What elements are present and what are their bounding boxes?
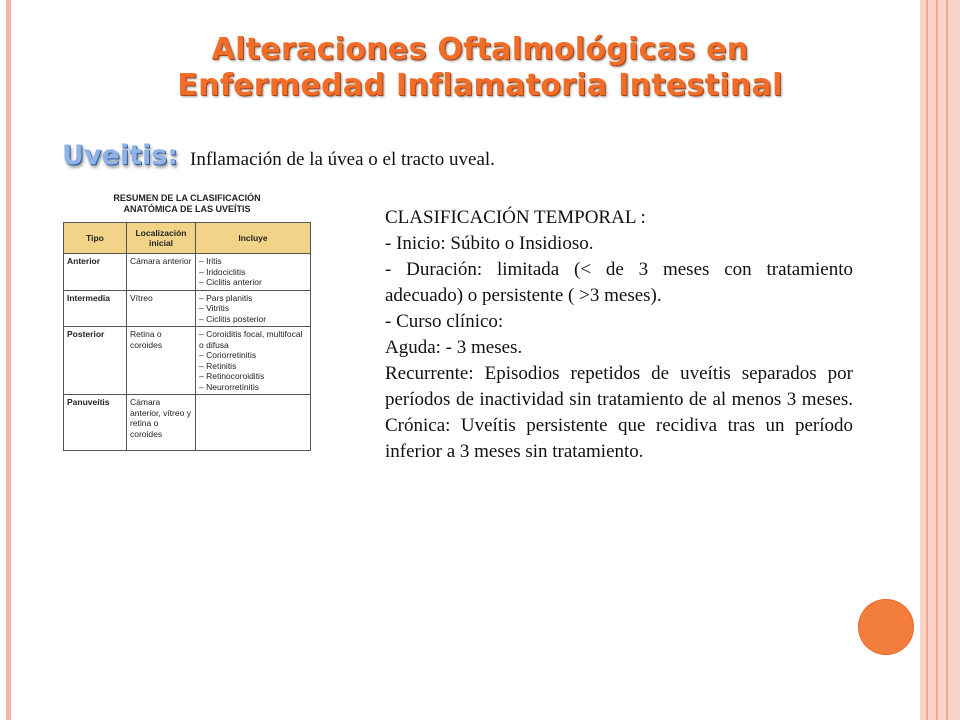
cell-tipo: Intermedia: [64, 290, 127, 327]
incluye-item: – Neurorretinitis: [199, 381, 259, 392]
cell-localizacion: Cámara anterior: [127, 254, 196, 291]
text-paragraph: - Inicio: Súbito o Insidioso.: [385, 233, 594, 254]
incluye-item: – Iritis: [199, 256, 222, 266]
incluye-item: – Ciclitis anterior: [199, 277, 262, 287]
cell-tipo: Anterior: [64, 254, 127, 291]
slide-title: [0, 32, 960, 104]
right-decorative-line: [926, 0, 928, 720]
incluye-item: – Coroiditis focal, multifocal o difusa: [199, 329, 303, 350]
cell-localizacion: Retina o coroides: [127, 327, 196, 395]
left-decorative-bar: [6, 0, 11, 720]
table-row: [64, 254, 311, 291]
table-row: [64, 395, 311, 451]
incluye-item: – Ciclitis posterior: [199, 313, 267, 324]
table-row: [64, 327, 311, 395]
cell-localizacion: Cámara anterior, vítreo y retina o coroides: [127, 395, 196, 451]
cell-incluye: [196, 395, 311, 451]
table-row: [64, 290, 311, 327]
incluye-item: – Coriorretinitis: [199, 350, 257, 360]
text-heading: CLASIFICACIÓN TEMPORAL :: [385, 207, 646, 228]
text-paragraph: - Curso clínico:: [385, 311, 504, 332]
decorative-circle: [858, 599, 914, 655]
column-header: Tipo: [64, 223, 127, 254]
cell-incluye: [196, 290, 311, 327]
column-header: Localización inicial: [127, 223, 196, 254]
text-paragraph: - Duración: limitada (< de 3 meses con tratamiento adecuado) o persistente ( >3 meses).: [385, 259, 853, 306]
incluye-item: – Retinitis: [199, 360, 237, 371]
column-header: Incluye: [196, 223, 311, 254]
classification-table-image: [63, 192, 311, 477]
uveitis-label: Uveitis:: [62, 140, 179, 171]
uveitis-definition: Inflamación de la úvea o el tracto uveal.: [190, 149, 495, 170]
right-decorative-line: [946, 0, 948, 720]
cell-tipo: Posterior: [64, 327, 127, 395]
cell-tipo: Panuveítis: [64, 395, 127, 451]
table-heading: [63, 193, 311, 215]
cell-incluye: [196, 254, 311, 291]
text-paragraph: Aguda: - 3 meses.: [385, 337, 523, 358]
temporal-classification-text: [385, 205, 853, 465]
incluye-item: – Vitritis: [199, 303, 230, 313]
incluye-item: – Pars planitis: [199, 292, 253, 303]
right-decorative-line: [936, 0, 938, 720]
cell-localizacion: Vítreo: [127, 290, 196, 327]
text-paragraph: Recurrente: Episodios repetidos de uveítis separados por períodos de inactividad sin tratamiento de al menos 3 meses. Crónica: Uveítis persistente que recidiva tras un período inferior a 3 meses sin tratamiento.: [385, 363, 853, 462]
table-heading-line-1: RESUMEN DE LA CLASIFICACIÓN: [113, 193, 261, 203]
table-heading-line-2: ANATÓMICA DE LAS UVEÍTIS: [123, 204, 251, 214]
title-line-1: Alteraciones Oftalmológicas en: [211, 32, 749, 67]
incluye-item: – Retinocoroiditis: [199, 371, 265, 381]
cell-incluye: [196, 327, 311, 395]
classification-table: [63, 222, 311, 451]
title-line-2: Enfermedad Inflamatoria Intestinal: [177, 68, 783, 103]
incluye-item: – Iridociclitis: [199, 266, 246, 277]
